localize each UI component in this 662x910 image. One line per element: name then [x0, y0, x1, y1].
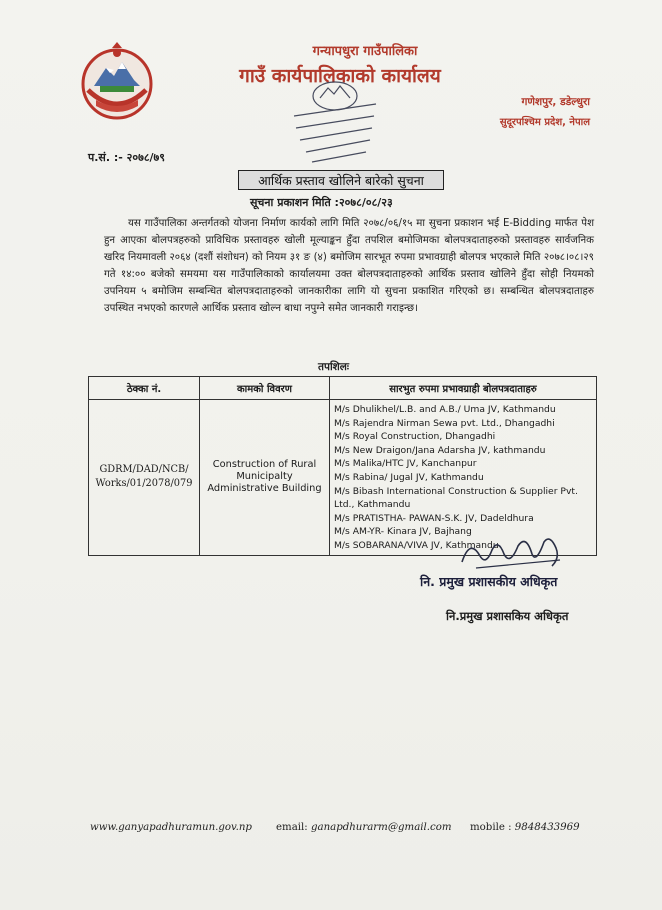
footer-email	[276, 822, 452, 833]
address-line1: गणेशपुर, डडेल्धुरा	[521, 96, 590, 108]
list-item: M/s Malika/HTC JV, Kanchanpur	[334, 458, 477, 470]
notice-title: आर्थिक प्रस्ताव खोलिने बारेको सुचना	[238, 170, 444, 190]
publication-date: सूचना प्रकाशन मिति :२०७८/०८/२३	[250, 196, 393, 209]
work-description: Construction of Rural Municipalty Administrative Building	[200, 400, 330, 556]
table-caption: तपशिलः	[318, 361, 350, 373]
list-item: M/s Royal Construction, Dhangadhi	[334, 431, 496, 443]
nepal-emblem-icon	[76, 40, 158, 122]
mobile-label: mobile :	[470, 822, 512, 833]
list-item: M/s AM-YR- Kinara JV, Bajhang	[334, 526, 472, 538]
header-contract-no: ठेक्का नं.	[89, 377, 200, 400]
table-header-row	[89, 377, 597, 400]
footer-mobile	[470, 822, 580, 833]
header-work-description: कामको विवरण	[200, 377, 330, 400]
list-item: M/s Bibash International Construction & Supplier Pvt. Ltd., Kathmandu	[334, 485, 578, 511]
office-name: गाउँ कार्यपालिकाको कार्यालय	[239, 65, 441, 87]
office-stamp-icon	[280, 76, 390, 166]
address-line2: सुदूरपश्चिम प्रदेश, नेपाल	[499, 117, 590, 128]
list-item: M/s New Draigon/Jana Adarsha JV, kathmandu	[334, 444, 546, 456]
footer-website[interactable]: www.ganyapadhuramun.gov.np	[90, 822, 252, 833]
mobile-number: 9848433969	[514, 822, 580, 833]
reference-number: प.सं. :- २०७८/७९	[88, 151, 166, 164]
org-name: गन्यापधुरा गाउँपालिका	[312, 44, 418, 59]
notice-body: यस गाउँपालिका अन्तर्गतको योजना निर्माण कार्यको लागि मिति २०७८/०६/१५ मा सुचना प्रकाशन भई E-Bidding मार्फत पेश हुन आएका बोलपत्रहरुको प्राविधिक प्रस्तावहरु खोली मूल्याङ्कन हुँदा तपशिल बमोजिमका बोलपत्रदाताहरुको प्रस्तावहरु सार्वजनिक खरिद नियमावली २०६४ (दशौं संशोधन) को नियम ३१ ङ (४) बमोजिम सारभूत रुपमा प्रभावग्राही बोलपत्र भएकाले मिति २०७८।०८।२९ गते १४:०० बजेको समयमा यस गाउँपालिकाको कार्यालयमा उक्त बोलपत्रदाताहरुको आर्थिक प्रस्ताव खोलिने हुँदा सोही नियमको उपनियम ५ बमोजिम सम्बन्धित बोलपत्रदाताहरुको जानकारीका लागि यो सुचना प्रकाशित गरिएको छ। सम्बन्धित बोलपत्रदाताहरु उपस्थित नभएको कारणले आर्थिक प्रस्ताव खोल्न बाधा नपुग्ने समेत जानकारी गराइन्छ।	[104, 218, 594, 314]
handwritten-signature	[456, 532, 566, 574]
bidders-table	[88, 376, 597, 556]
signature-stamp-title: नि. प्रमुख प्रशासकीय अधिकृत	[420, 574, 558, 589]
list-item: M/s SOBARANA/VIVA JV, Kathmandu	[334, 539, 499, 551]
header-bidders: सारभुत रुपमा प्रभावग्राही बोलपत्रदाताहरु	[330, 377, 597, 400]
list-item: M/s Dhulikhel/L.B. and A.B./ Uma JV, Kathmandu	[334, 404, 556, 415]
email-label: email:	[276, 822, 308, 833]
signatory-title: नि.प्रमुख प्रशासकिय अधिकृत	[446, 609, 569, 623]
email-link[interactable]: ganapdhurarm@gmail.com	[310, 822, 452, 833]
contract-number: GDRM/DAD/NCB/ Works/01/2078/079	[89, 400, 200, 556]
list-item: M/s Rajendra Nirman Sewa pvt. Ltd., Dhangadhi	[334, 417, 555, 429]
list-item: M/s Rabina/ Jugal JV, Kathmandu	[334, 471, 484, 483]
list-item: M/s PRATISTHA- PAWAN-S.K. JV, Dadeldhura	[334, 512, 534, 524]
